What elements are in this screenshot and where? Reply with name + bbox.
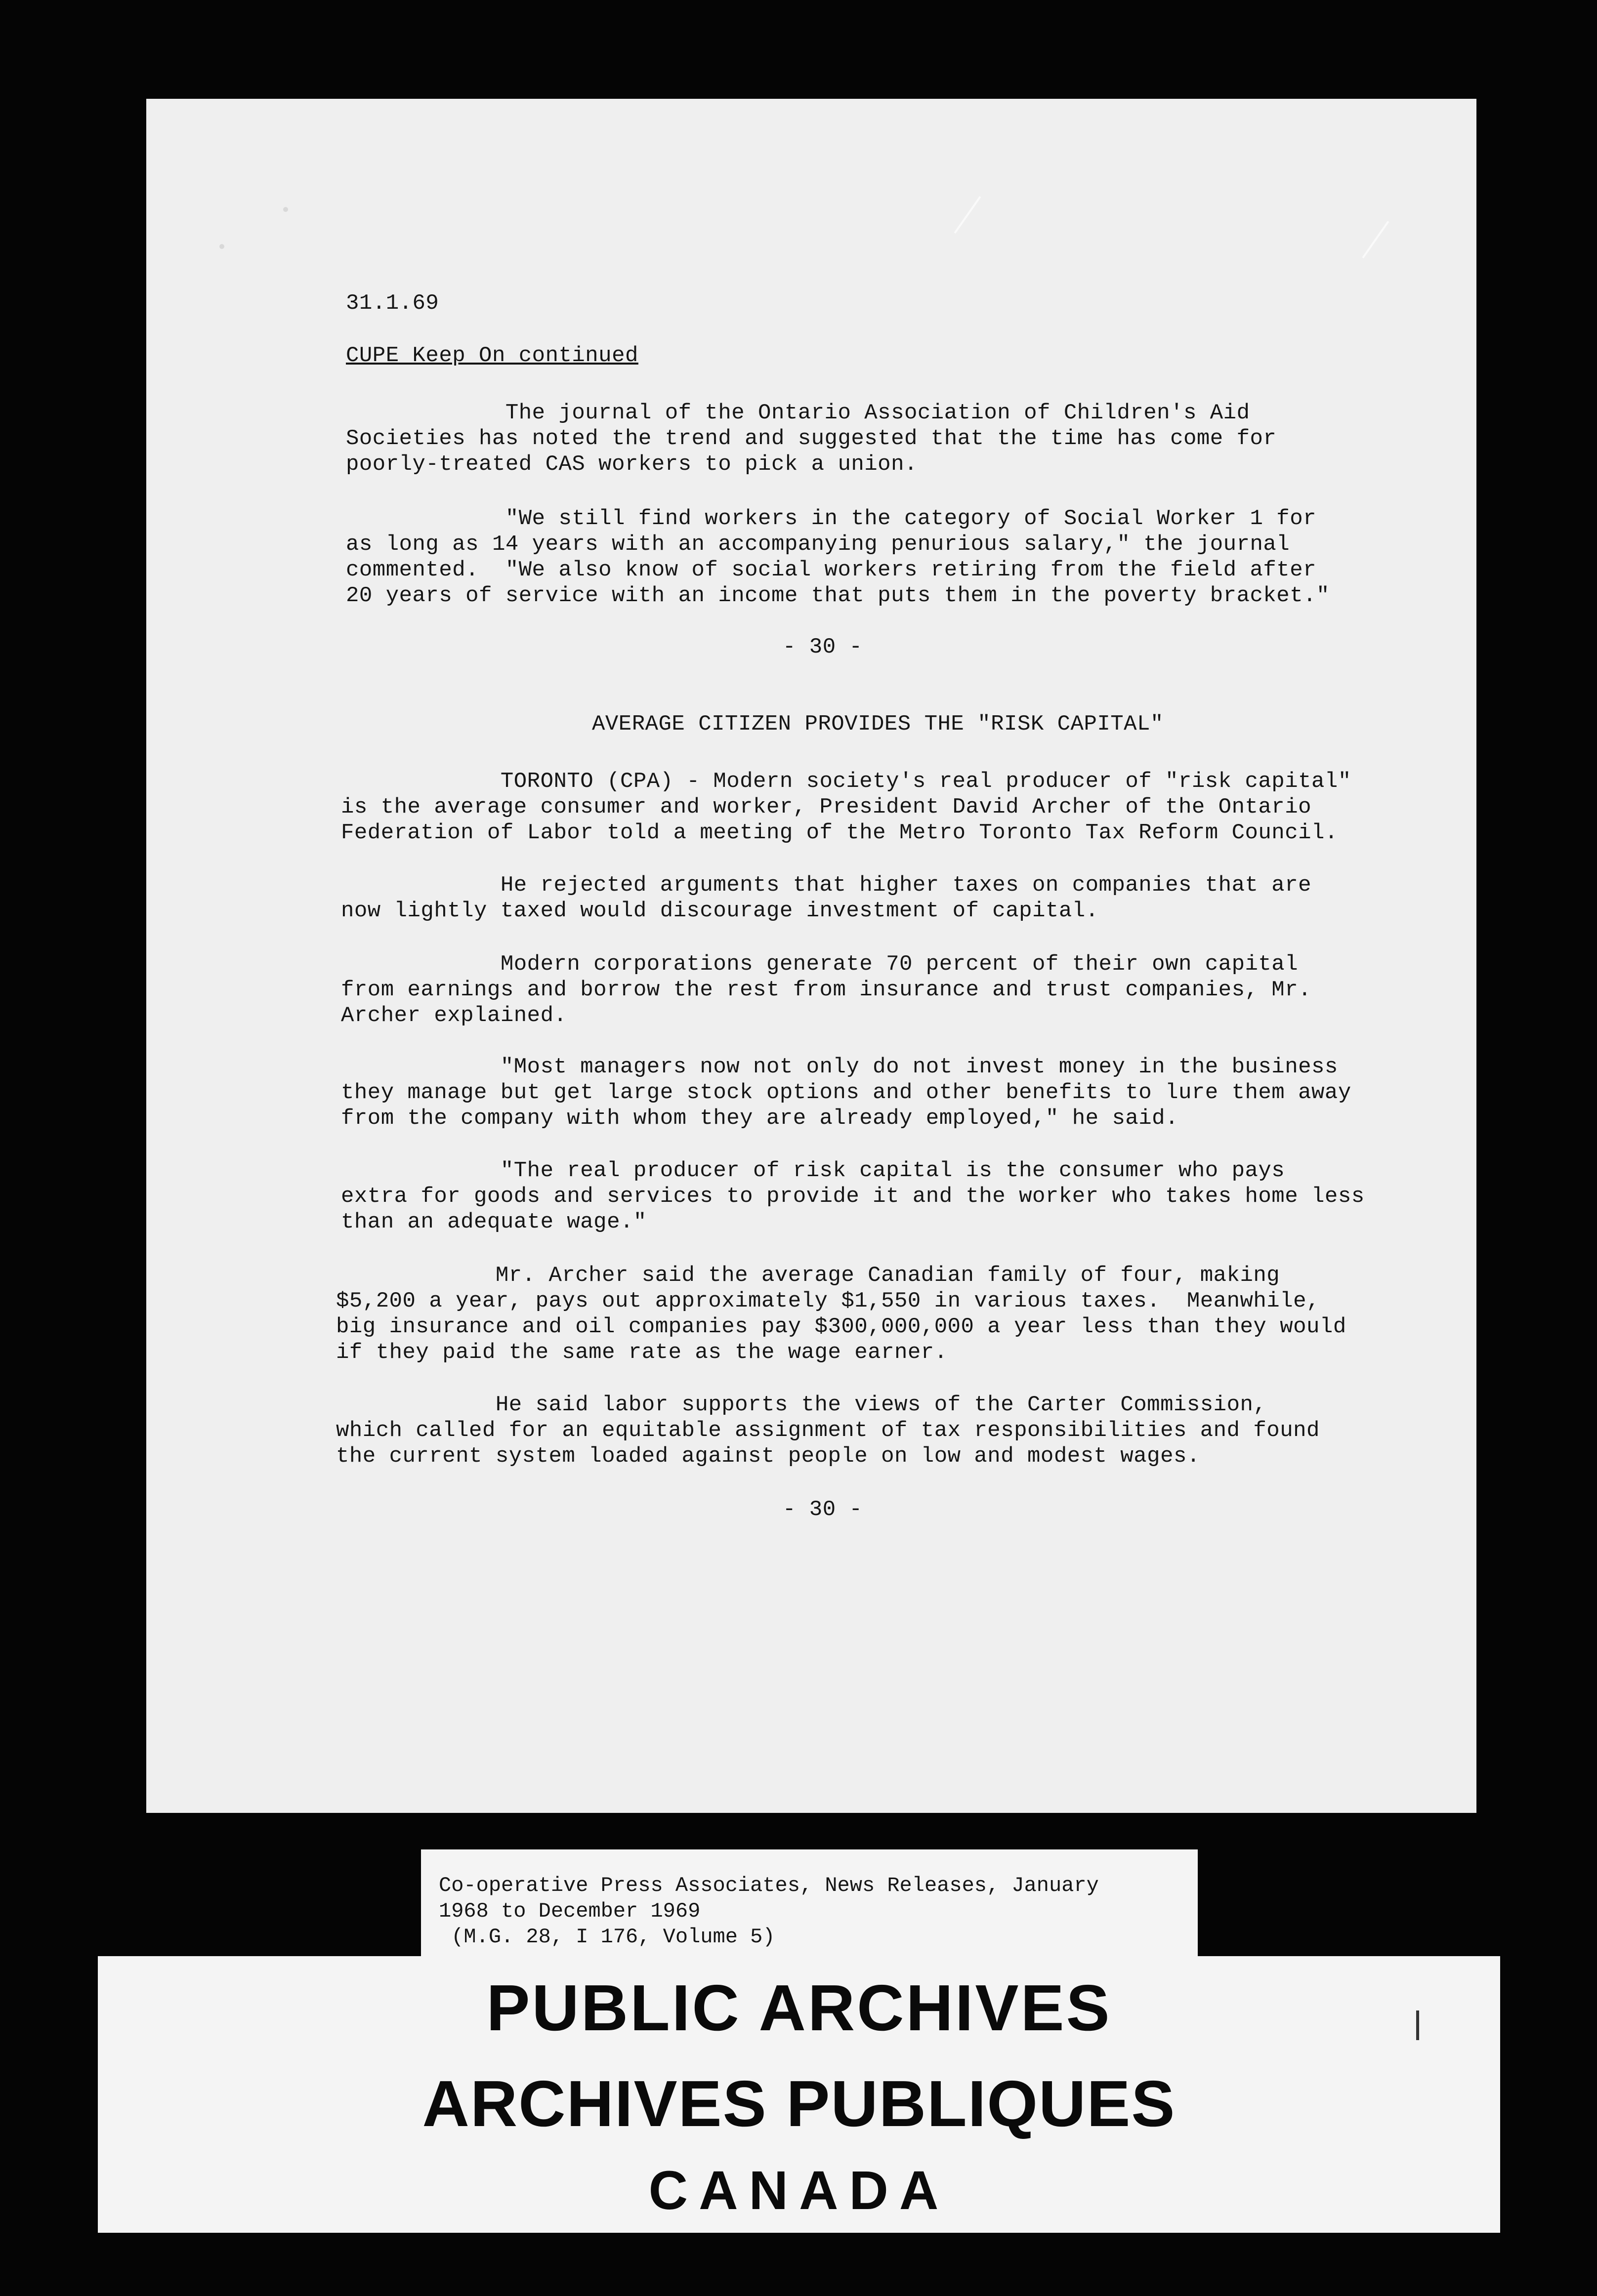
film-speck xyxy=(219,244,224,249)
paragraph-line: 20 years of service with an income that puts them in the poverty bracket." xyxy=(346,583,1330,608)
paragraph-line: from earnings and borrow the rest from insurance and trust companies, Mr. xyxy=(341,978,1312,1002)
end-marker: - 30 - xyxy=(783,635,863,659)
document-date: 31.1.69 xyxy=(346,291,439,316)
paragraph-line: TORONTO (CPA) - Modern society's real producer of "risk capital" xyxy=(341,769,1351,794)
film-scratch xyxy=(954,196,981,234)
paragraph-line: than an adequate wage." xyxy=(341,1210,647,1234)
paragraph-line: big insurance and oil companies pay $300,000,000 a year less than they would xyxy=(336,1314,1346,1339)
film-scratch xyxy=(1362,221,1389,258)
archive-caption-card xyxy=(421,1849,1198,1964)
paragraph-line: they manage but get large stock options and other benefits to lure them away xyxy=(341,1080,1351,1105)
paragraph-line: He rejected arguments that higher taxes on companies that are xyxy=(341,873,1312,898)
article-title: AVERAGE CITIZEN PROVIDES THE "RISK CAPITAL" xyxy=(592,712,1164,737)
paragraph-line: "Most managers now not only do not invest money in the business xyxy=(341,1055,1338,1079)
banner-country: CANADA xyxy=(648,2160,950,2221)
section-heading: CUPE Keep On continued xyxy=(346,343,638,368)
paragraph-line: is the average consumer and worker, President David Archer of the Ontario xyxy=(341,795,1312,820)
paragraph-line: "We still find workers in the category of Social Worker 1 for xyxy=(346,506,1317,531)
paragraph-line: extra for goods and services to provide it and the worker who takes home less xyxy=(341,1184,1365,1209)
end-marker: - 30 - xyxy=(783,1497,863,1522)
paragraph-line: Modern corporations generate 70 percent of their own capital xyxy=(341,952,1299,977)
paragraph-line: Archer explained. xyxy=(341,1003,567,1028)
paragraph-line: Mr. Archer said the average Canadian family of four, making xyxy=(336,1263,1280,1288)
paragraph-line: Societies has noted the trend and suggested that the time has come for xyxy=(346,426,1277,451)
archives-banner xyxy=(98,1956,1500,2233)
banner-title-french: ARCHIVES PUBLIQUES xyxy=(422,2067,1176,2140)
caption-line: 1968 to December 1969 xyxy=(439,1899,701,1923)
paragraph-line: which called for an equitable assignment of tax responsibilities and found xyxy=(336,1418,1320,1443)
paragraph-line: as long as 14 years with an accompanying penurious salary," the journal xyxy=(346,532,1290,557)
paragraph-line: $5,200 a year, pays out approximately $1,550 in various taxes. Meanwhile, xyxy=(336,1289,1320,1313)
paragraph-line: He said labor supports the views of the Carter Commission, xyxy=(336,1393,1267,1417)
paragraph-line: The journal of the Ontario Association of Children's Aid xyxy=(346,401,1250,425)
paragraph-line: commented. "We also know of social workers retiring from the field after xyxy=(346,558,1317,582)
paragraph-line: the current system loaded against people on low and modest wages. xyxy=(336,1444,1200,1469)
caption-line: Co-operative Press Associates, News Releases, January xyxy=(439,1874,1099,1897)
paragraph-line: now lightly taxed would discourage investment of capital. xyxy=(341,899,1099,923)
paragraph-line: poorly-treated CAS workers to pick a union. xyxy=(346,452,918,477)
paragraph-line: if they paid the same rate as the wage earner. xyxy=(336,1340,948,1365)
film-speck xyxy=(283,207,288,212)
banner-title-english: PUBLIC ARCHIVES xyxy=(486,1971,1112,2044)
paragraph-line: "The real producer of risk capital is the consumer who pays xyxy=(341,1158,1285,1183)
paragraph-line: from the company with whom they are already employed," he said. xyxy=(341,1106,1178,1131)
paragraph-line: Federation of Labor told a meeting of the Metro Toronto Tax Reform Council. xyxy=(341,820,1338,845)
film-mark xyxy=(1416,2010,1419,2040)
caption-line: (M.G. 28, I 176, Volume 5) xyxy=(439,1925,775,1949)
